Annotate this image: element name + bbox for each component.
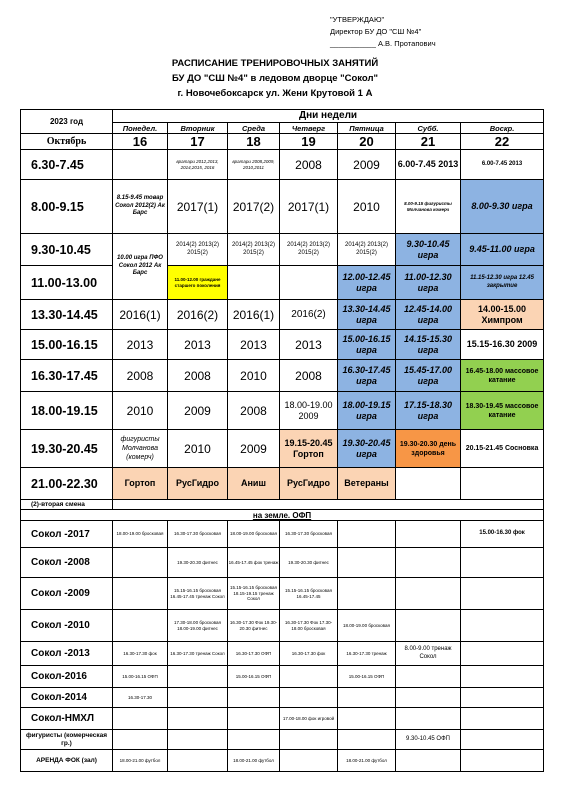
schedule-cell: фигуристы Молчанова (комерч): [113, 430, 168, 468]
ofp-cell: [396, 578, 461, 610]
schedule-cell: 2008: [113, 360, 168, 392]
schedule-cell: 2008: [280, 360, 338, 392]
ofp-cell: [461, 642, 544, 666]
ofp-cell: [396, 521, 461, 548]
ofp-cell: [113, 610, 168, 642]
schedule-cell: 19.30-20.45 игра: [338, 430, 396, 468]
ofp-cell: [168, 730, 228, 750]
group-name: фигуристы (комерческая гр.): [21, 730, 113, 750]
ofp-cell: [228, 730, 280, 750]
schedule-cell: 2013: [168, 330, 228, 360]
ofp-cell: [461, 578, 544, 610]
ofp-cell: 16.30-17.30 тренаж Сокол: [168, 642, 228, 666]
ofp-cell: 18.00-19.00 бросковая: [338, 610, 396, 642]
schedule-cell: [280, 266, 338, 300]
time-slot: 8.00-9.15: [21, 180, 113, 234]
schedule-cell: 2014(2) 2013(2) 2015(2): [338, 234, 396, 266]
ofp-cell: [113, 708, 168, 730]
approval-line2: Директор БУ ДО "СШ №4": [330, 27, 422, 36]
ofp-cell: [338, 548, 396, 578]
ofp-cell: 15.00-16.30 фок: [461, 521, 544, 548]
time-slot: 9.30-10.45: [21, 234, 113, 266]
ofp-cell: [461, 708, 544, 730]
schedule-cell: 18.00-19.15 игра: [338, 392, 396, 430]
ofp-cell: [280, 750, 338, 772]
group-name: АРЕНДА ФОК (зал): [21, 750, 113, 772]
schedule-cell: 9.30-10.45 игра: [396, 234, 461, 266]
ofp-cell: [168, 688, 228, 708]
schedule-cell: 12.45-14.00 игра: [396, 300, 461, 330]
day-name: Четверг: [280, 123, 338, 134]
ofp-cell: [461, 730, 544, 750]
schedule-cell: 11.15-12.30 игра 12.45 закрытие: [461, 266, 544, 300]
ofp-cell: [396, 666, 461, 688]
empty-cell: [113, 500, 544, 510]
schedule-cell: 2008: [280, 150, 338, 180]
schedule-cell: 16.45-18.00 массовое катание: [461, 360, 544, 392]
day-number: 18: [228, 134, 280, 150]
day-name: Воскр.: [461, 123, 544, 134]
month-cell: Октябрь: [21, 134, 113, 150]
day-name: Понедел.: [113, 123, 168, 134]
schedule-cell: 2013: [228, 330, 280, 360]
approval-line1: "УТВЕРЖДАЮ": [330, 15, 385, 24]
schedule-cell: 8.00-9.15 фигуристы Молчанова комерч: [396, 180, 461, 234]
ofp-cell: [228, 708, 280, 730]
schedule-cell: 19.30-20.30 день здоровья: [396, 430, 461, 468]
title-line2: БУ ДО "СШ №4" в ледовом дворце "Сокол": [171, 73, 379, 84]
schedule-cell: 2014(2) 2013(2) 2015(2): [228, 234, 280, 266]
schedule-cell: 2009: [338, 150, 396, 180]
ofp-cell: 16.30-17.30 Фок 17.30-18.00 бросковая: [280, 610, 338, 642]
ofp-cell: 18.00-21.00 футбол: [228, 750, 280, 772]
day-name: Пятница: [338, 123, 396, 134]
group-name: Сокол -2017: [21, 521, 113, 548]
schedule-cell: 9.45-11.00 игра: [461, 234, 544, 266]
schedule-cell: 2014(2) 2013(2) 2015(2): [280, 234, 338, 266]
schedule-cell: Аниш: [228, 468, 280, 500]
schedule-cell: 2016(2): [168, 300, 228, 330]
ofp-cell: [168, 666, 228, 688]
ofp-cell: 16.30-17.30 Фок 19.30-20.30 фитнес: [228, 610, 280, 642]
schedule-cell: 19.15-20.45 Гортоп: [280, 430, 338, 468]
ofp-cell: [280, 666, 338, 688]
day-name: Субб.: [396, 123, 461, 134]
ofp-cell: [338, 708, 396, 730]
ofp-cell: [280, 688, 338, 708]
schedule-cell: 15.45-17.00 игра: [396, 360, 461, 392]
ofp-title: на земле. ОФП: [21, 510, 544, 521]
ofp-cell: 16.30-17.30 тренаж: [338, 642, 396, 666]
schedule-cell: 20.15-21.45 Сосновка: [461, 430, 544, 468]
time-slot: 18.00-19.15: [21, 392, 113, 430]
ofp-cell: [338, 578, 396, 610]
schedule-cell: Гортоп: [113, 468, 168, 500]
schedule-table: [20, 109, 544, 772]
ofp-cell: 19.30-20.30 фитнес: [280, 548, 338, 578]
ofp-cell: 18.00-21.00 футбол: [113, 750, 168, 772]
schedule-cell: 2016(1): [113, 300, 168, 330]
day-number: 16: [113, 134, 168, 150]
schedule-cell: 8.15-9.45 товар Сокол 2012(2) Ак Барс: [113, 180, 168, 234]
ofp-cell: 16.30-17.30: [113, 688, 168, 708]
schedule-cell: 2014(2) 2013(2) 2015(2): [168, 234, 228, 266]
ofp-cell: [113, 730, 168, 750]
ofp-cell: [113, 578, 168, 610]
schedule-cell: 16.30-17.45 игра: [338, 360, 396, 392]
ofp-cell: [338, 521, 396, 548]
ofp-cell: 16.45-17.45 фок тренаж: [228, 548, 280, 578]
day-number: 21: [396, 134, 461, 150]
schedule-cell: 2010: [168, 430, 228, 468]
schedule-cell: 2010: [113, 392, 168, 430]
schedule-cell: 11.00-12.00 граждане старшего поколения: [168, 266, 228, 300]
schedule-cell: 2016(1): [228, 300, 280, 330]
ofp-cell: 16.30-17.30 ОФП: [228, 642, 280, 666]
ofp-cell: [338, 730, 396, 750]
ofp-cell: [461, 610, 544, 642]
ofp-cell: 8.00-9.00 тренаж Сокол: [396, 642, 461, 666]
ofp-cell: 17.30-18.00 бросковая 18.00-19.00 фитнес: [168, 610, 228, 642]
time-slot: 6.30-7.45: [21, 150, 113, 180]
group-name: Сокол -2008: [21, 548, 113, 578]
ofp-cell: [228, 688, 280, 708]
schedule-cell: 18.30-19.45 массовое катание: [461, 392, 544, 430]
schedule-title: [120, 56, 430, 101]
schedule-cell: 6.00-7.45 2013: [461, 150, 544, 180]
ofp-cell: [396, 750, 461, 772]
ofp-cell: 15.00-16.15 ОФП: [338, 666, 396, 688]
schedule-cell: 2017(1): [280, 180, 338, 234]
ofp-cell: [461, 688, 544, 708]
title-line1: РАСПИСАНИЕ ТРЕНИРОВОЧНЫХ ЗАНЯТИЙ: [171, 58, 379, 69]
time-slot: 11.00-13.00: [21, 266, 113, 300]
day-number: 22: [461, 134, 544, 150]
schedule-cell: 14.15-15.30 игра: [396, 330, 461, 360]
schedule-cell: 15.15-16.30 2009: [461, 330, 544, 360]
day-number: 17: [168, 134, 228, 150]
ofp-cell: 19.30-20.30 фитнес: [168, 548, 228, 578]
day-name: Вторник: [168, 123, 228, 134]
time-slot: 15.00-16.15: [21, 330, 113, 360]
schedule-cell: 2013: [280, 330, 338, 360]
group-name: Сокол -2010: [21, 610, 113, 642]
schedule-cell: 12.00-12.45 игра: [338, 266, 396, 300]
approval-block: [330, 14, 436, 50]
days-label: Дни недели: [113, 110, 544, 123]
ofp-cell: 9.30-10.45 ОФП: [396, 730, 461, 750]
ofp-cell: 15.15-16.15 бросковая 18.15-19.15 тренаж Сокол: [228, 578, 280, 610]
ofp-cell: 16.30-17.30 фок: [280, 642, 338, 666]
schedule-cell: 2013: [113, 330, 168, 360]
schedule-cell: РусГидро: [280, 468, 338, 500]
ofp-cell: [461, 666, 544, 688]
schedule-cell: 18.00-19.00 2009: [280, 392, 338, 430]
schedule-cell: 15.00-16.15 игра: [338, 330, 396, 360]
ofp-cell: [280, 730, 338, 750]
ofp-cell: 15.00-16.15 ОФП: [228, 666, 280, 688]
ofp-cell: [113, 548, 168, 578]
ofp-cell: [461, 750, 544, 772]
group-name: Сокол-НМХЛ: [21, 708, 113, 730]
ofp-cell: 15.15-16.15 бросковая 16.45-17.45 тренаж Сокол: [168, 578, 228, 610]
ofp-cell: [168, 708, 228, 730]
title-line3: г. Новочебоксарск ул. Жени Крутовой 1 А: [177, 88, 373, 99]
group-name: Сокол-2016: [21, 666, 113, 688]
ofp-cell: [396, 610, 461, 642]
time-slot: 13.30-14.45: [21, 300, 113, 330]
schedule-cell: 13.30-14.45 игра: [338, 300, 396, 330]
schedule-cell: вратари 2008,2009, 2010,2011: [228, 150, 280, 180]
ofp-cell: 15.15-16.15 бросковая 16.45-17.45: [280, 578, 338, 610]
ofp-cell: 18.00-21.00 футбол: [338, 750, 396, 772]
schedule-cell: 10.00 игра ПФО Сокол 2012 Ак Барс: [113, 234, 168, 300]
ofp-cell: 18.00-19.00 бросковая: [113, 521, 168, 548]
ofp-cell: 17.00-18.00 фок игровой: [280, 708, 338, 730]
schedule-cell: [228, 266, 280, 300]
schedule-cell: 2017(1): [168, 180, 228, 234]
ofp-cell: 15.00-16.15 ОФП: [113, 666, 168, 688]
schedule-cell: 2009: [228, 430, 280, 468]
group-name: Сокол -2013: [21, 642, 113, 666]
time-slot: 19.30-20.45: [21, 430, 113, 468]
ofp-cell: 18.00-19.00 бросковая: [228, 521, 280, 548]
ofp-cell: [396, 548, 461, 578]
schedule-cell: 2009: [168, 392, 228, 430]
schedule-cell: Ветераны: [338, 468, 396, 500]
ofp-cell: 16.30-17.30 бросковая: [168, 521, 228, 548]
shift-note: (2)-вторая смена: [21, 500, 113, 510]
ofp-cell: 16.30-17.30 бросковая: [280, 521, 338, 548]
schedule-cell: 14.00-15.00 Химпром: [461, 300, 544, 330]
schedule-cell: РусГидро: [168, 468, 228, 500]
day-number: 20: [338, 134, 396, 150]
schedule-cell: 2008: [168, 360, 228, 392]
year-cell: 2023 год: [21, 110, 113, 134]
schedule-cell: 2017(2): [228, 180, 280, 234]
ofp-cell: 16.30-17.30 фок: [113, 642, 168, 666]
schedule-cell: [461, 468, 544, 500]
schedule-cell: 2010: [228, 360, 280, 392]
approval-line3: ___________ А.В. Протапович: [330, 39, 436, 48]
ofp-cell: [461, 548, 544, 578]
day-number: 19: [280, 134, 338, 150]
time-slot: 21.00-22.30: [21, 468, 113, 500]
schedule-cell: 17.15-18.30 игра: [396, 392, 461, 430]
group-name: Сокол-2014: [21, 688, 113, 708]
schedule-cell: 2010: [338, 180, 396, 234]
ofp-cell: [338, 688, 396, 708]
schedule-cell: 6.00-7.45 2013: [396, 150, 461, 180]
schedule-cell: 11.00-12.30 игра: [396, 266, 461, 300]
group-name: Сокол -2009: [21, 578, 113, 610]
ofp-cell: [396, 688, 461, 708]
schedule-cell: [113, 150, 168, 180]
day-name: Среда: [228, 123, 280, 134]
time-slot: 16.30-17.45: [21, 360, 113, 392]
schedule-cell: 2008: [228, 392, 280, 430]
schedule-cell: 2016(2): [280, 300, 338, 330]
ofp-cell: [396, 708, 461, 730]
schedule-cell: [396, 468, 461, 500]
schedule-cell: 8.00-9.30 игра: [461, 180, 544, 234]
schedule-cell: вратари 2012,2013, 2014,2015, 2016: [168, 150, 228, 180]
ofp-cell: [168, 750, 228, 772]
